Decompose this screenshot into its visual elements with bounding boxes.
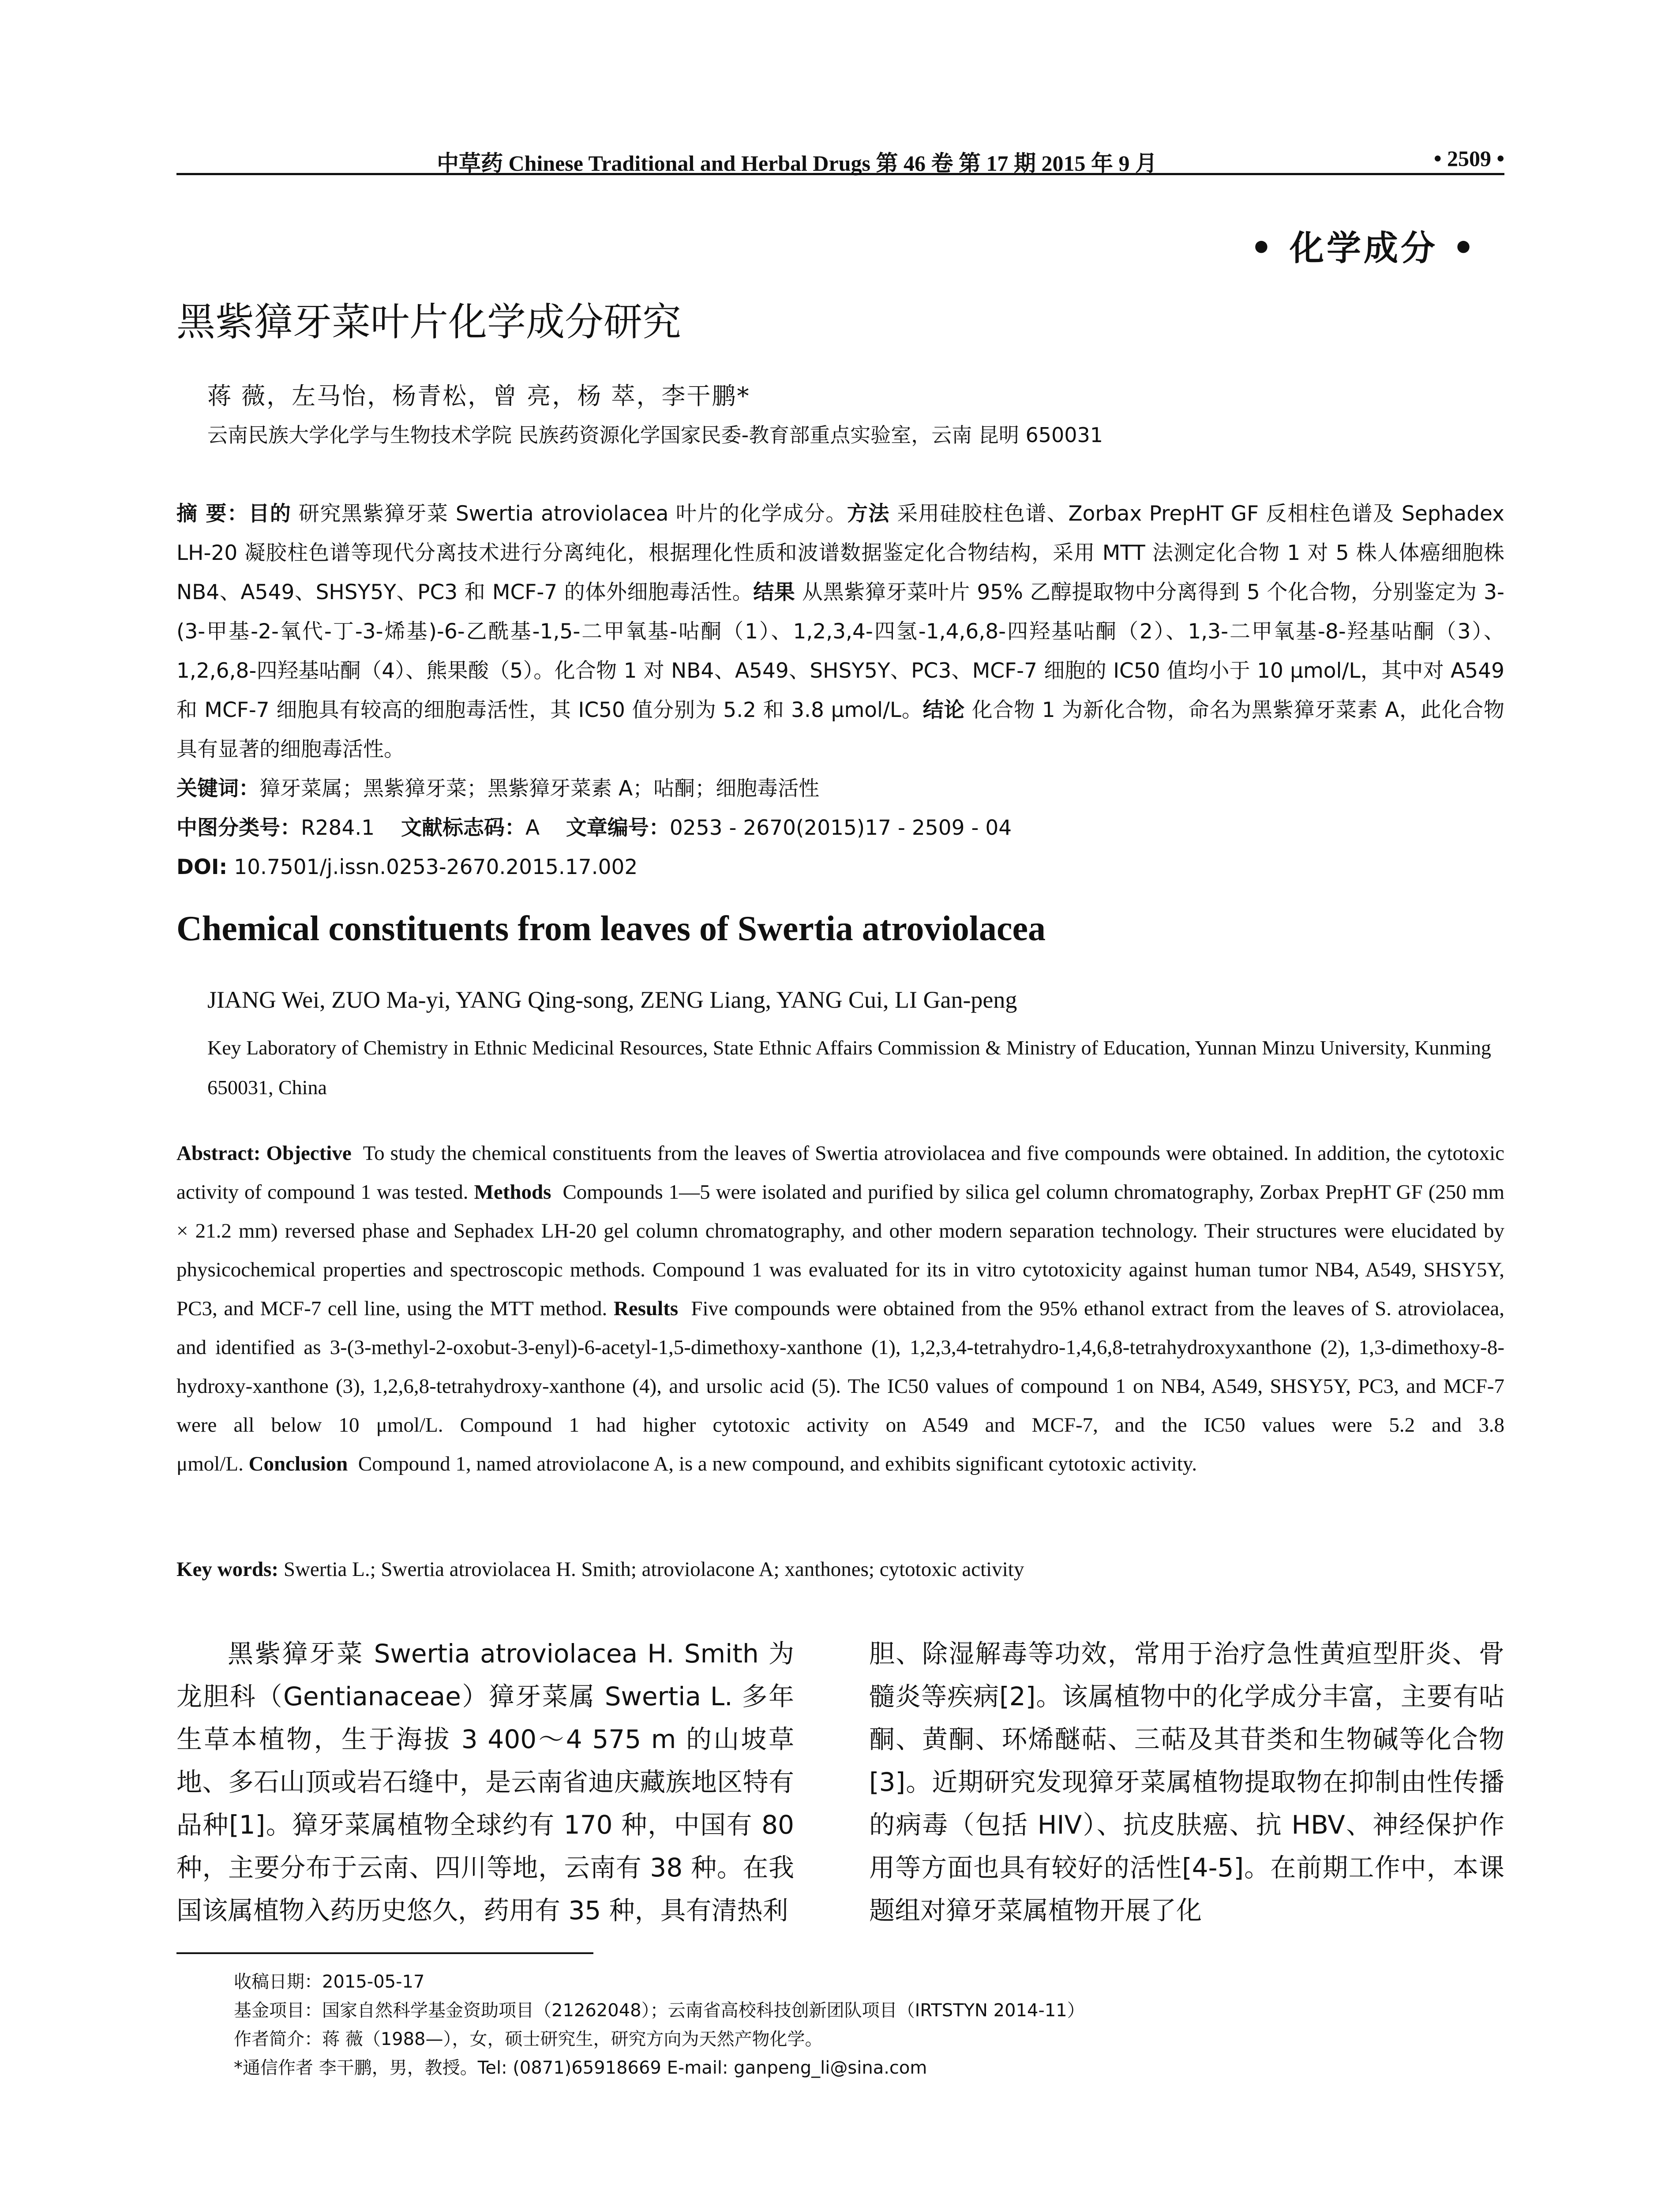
en-methods-text: Compounds 1—5 were isolated and purified by silica gel column chromatography, Zorbax PrepHT GF (250 mm × 21.2 mm) reversed phase and Sephadex LH-20 gel column chromatography, and other modern separation technology. Their structures were elucidated by physicochemical properties and spectroscopic methods. Compound 1 was evaluated for its in vitro cytotoxicity against human tumor NB4, A549, SHSY5Y, PC3, and MCF-7 cell line, using the MTT method. xyxy=(176,1181,1505,1320)
english-title: Chemical constituents from leaves of Swertia atroviolacea xyxy=(176,909,1046,948)
chinese-authors: 蒋 薇，左马怡，杨青松，曾 亮，杨 萃，李干鹏* xyxy=(207,382,750,410)
en-methods-label: Methods xyxy=(474,1181,551,1204)
article-no-value: 0253 - 2670(2015)17 - 2509 - 04 xyxy=(669,816,1012,840)
methods-label: 方法 xyxy=(847,502,890,526)
english-keywords xyxy=(176,1557,1504,1581)
objective-label: 目的 xyxy=(248,502,292,526)
en-objective-label: Objective xyxy=(266,1142,352,1165)
article-no-label: 文章编号： xyxy=(566,816,670,840)
chinese-title: 黑紫獐牙菜叶片化学成分研究 xyxy=(176,299,682,345)
doi-line xyxy=(176,848,1504,887)
keywords-text: 獐牙菜属；黑紫獐牙菜；黑紫獐牙菜素 A；呫酮；细胞毒活性 xyxy=(259,777,820,801)
chinese-abstract-text xyxy=(176,494,1504,769)
running-header xyxy=(176,128,1504,176)
results-label: 结果 xyxy=(753,580,795,604)
classification-line xyxy=(176,808,1504,848)
english-abstract xyxy=(176,1134,1504,1483)
corresponding-author: *通信作者 李干鹏，男，教授。Tel: (0871)65918669 E-mail: ganpeng_li@sina.com xyxy=(234,2058,927,2078)
doc-code-value: A xyxy=(525,816,540,840)
chinese-affiliation: 云南民族大学化学与生物技术学院 民族药资源化学国家民委-教育部重点实验室，云南 昆明 650031 xyxy=(207,423,1103,447)
chinese-abstract xyxy=(176,494,1504,887)
footnotes xyxy=(234,1968,1469,2082)
clc-value: R284.1 xyxy=(301,816,375,840)
results-text: 从黑紫獐牙菜叶片 95% 乙醇提取物中分离得到 5 个化合物，分别鉴定为 3-(3-甲基-2-氧代-丁-3-烯基)-6-乙酰基-1,5-二甲氧基-呫酮（1）、1,2,3,4-四氢-1,4,6,8-四羟基呫酮（2）、1,3-二甲氧基-8-羟基呫酮（3）、1,2,6,8-四羟基呫酮（4）、熊果酸（5）。化合物 1 对 NB4、A549、SHSY5Y、PC3、MCF-7 细胞的 IC50 值均小于 10 μmol/L，其中对 A549 和 MCF-7 细胞具有较高的细胞毒活性，其 IC50 值分别为 5.2 和 3.8 μmol/L。 xyxy=(176,580,1504,722)
en-objective-text: To study the chemical constituents from the leaves of Swertia atroviolacea and five compounds were obtained. In addition, the cytotoxic activity of compound 1 was tested. xyxy=(176,1142,1504,1204)
en-keywords-text: Swertia L.; Swertia atroviolacea H. Smith; atroviolacone A; xanthones; cytotoxic activity xyxy=(283,1558,1024,1581)
section-tag: • 化学成分 • xyxy=(1250,229,1477,268)
body-column-left: 黑紫獐牙菜 Swertia atroviolacea H. Smith 为龙胆科（Gentianaceae）獐牙菜属 Swertia L. 多年生草本植物，生于海拔 3 400～4 575 m 的山坡草地、多石山顶或岩石缝中，是云南省迪庆藏族地区特有品种[1]。獐牙菜属植物全球约有 170 种，中国有 80 种，主要分布于云南、四川等地，云南有 38 种。在我国该属植物入药历史悠久，药用有 35 种，具有清热利 xyxy=(176,1639,794,1925)
body-column-right: 胆、除湿解毒等功效，常用于治疗急性黄疸型肝炎、骨髓炎等疾病[2]。该属植物中的化学成分丰富，主要有呫酮、黄酮、环烯醚萜、三萜及其苷类和生物碱等化合物[3]。近期研究发现獐牙菜属植物提取物在抑制由性传播的病毒（包括 HIV）、抗皮肤癌、抗 HBV、神经保护作用等方面也具有较好的活性[4-5]。在前期工作中，本课题组对獐牙菜属植物开展了化 xyxy=(869,1639,1504,1925)
en-keywords-label: Key words: xyxy=(176,1558,279,1581)
english-affiliation: Key Laboratory of Chemistry in Ethnic Medicinal Resources, State Ethnic Affairs Commission & Ministry of Education, Yunnan Minzu University, Kunming 650031, China xyxy=(207,1036,1491,1099)
journal-line: 中草药 Chinese Traditional and Herbal Drugs 第 46 卷 第 17 期 2015 年 9 月 xyxy=(437,151,1157,176)
received-date: 收稿日期：2015-05-17 xyxy=(234,1972,425,1992)
conclusion-label: 结论 xyxy=(922,698,965,722)
doi-value: 10.7501/j.issn.0253-2670.2015.17.002 xyxy=(234,855,638,879)
header-rule xyxy=(176,173,1504,175)
keywords-line xyxy=(176,769,1504,808)
en-results-text: Five compounds were obtained from the 95% ethanol extract from the leaves of S. atroviolacea, and identified as 3-(3-methyl-2-oxobut-3-enyl)-6-acetyl-1,5-dimethoxy-xanthone (1), 1,2,3,4-tetrahydro-1,4,6,8-tetrahydroxyxanthone (2), 1,3-dimethoxy-8-hydroxy-xanthone (3), 1,2,6,8-tetrahydroxy-xanthone (4), and ursolic acid (5). The IC50 values of compound 1 on NB4, A549, SHSY5Y, PC3, and MCF-7 were all below 10 μmol/L. Compound 1 had higher cytotoxic activity on A549 and MCF-7, and the IC50 values were 5.2 and 3.8 μmol/L. xyxy=(176,1297,1505,1475)
en-results-label: Results xyxy=(613,1297,679,1320)
clc-label: 中图分类号： xyxy=(176,816,301,840)
en-conclusion-label: Conclusion xyxy=(248,1452,348,1475)
author-bio: 作者简介：蒋 薇（1988—），女，硕士研究生，研究方向为天然产物化学。 xyxy=(234,2029,823,2049)
keywords-label: 关键词： xyxy=(176,777,259,801)
methods-text: 采用硅胶柱色谱、Zorbax PrepHT GF 反相柱色谱及 Sephadex LH-20 凝胶柱色谱等现代分离技术进行分离纯化，根据理化性质和波谱数据鉴定化合物结构，采用 MTT 法测定化合物 1 对 5 株人体癌细胞株 NB4、A549、SHSY5Y、PC3 和 MCF-7 的体外细胞毒活性。 xyxy=(176,502,1504,604)
fund-info: 基金项目：国家自然科学基金资助项目（21262048）；云南省高校科技创新团队项目（IRTSTYN 2014-11） xyxy=(234,2000,1085,2021)
objective-text: 研究黑紫獐牙菜 Swertia atroviolacea 叶片的化学成分。 xyxy=(298,502,847,526)
conclusion-text: 化合物 1 为新化合物，命名为黑紫獐牙菜素 A，此化合物具有显著的细胞毒活性。 xyxy=(176,698,1505,762)
abstract-label: 摘 要： xyxy=(176,502,249,526)
doi-label: DOI: xyxy=(176,855,228,879)
english-authors: JIANG Wei, ZUO Ma-yi, YANG Qing-song, ZENG Liang, YANG Cui, LI Gan-peng xyxy=(207,987,1017,1013)
footnote-rule xyxy=(176,1952,593,1954)
en-conclusion-text: Compound 1, named atroviolacone A, is a new compound, and exhibits significant cytotoxic activity. xyxy=(358,1452,1197,1475)
en-abstract-label: Abstract: xyxy=(176,1142,261,1165)
doc-code-label: 文献标志码： xyxy=(401,816,525,840)
page-number: • 2509 • xyxy=(1433,146,1504,171)
